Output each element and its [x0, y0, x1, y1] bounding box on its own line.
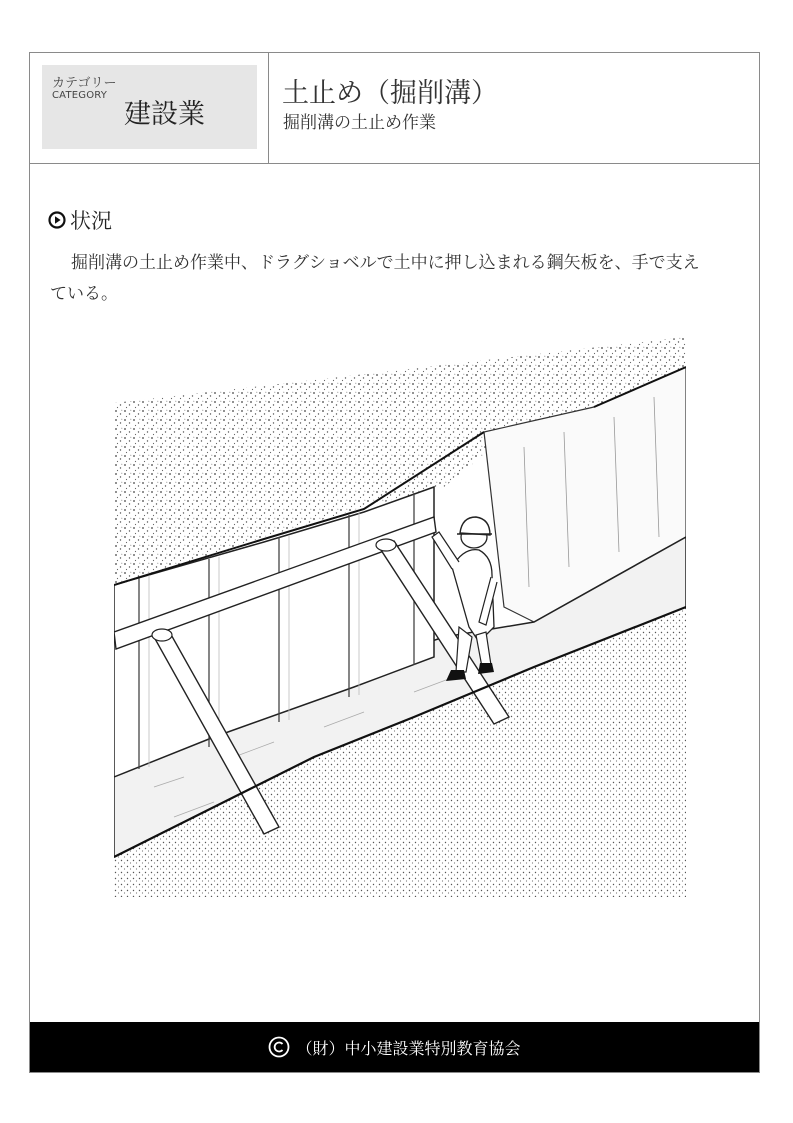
- copyright-icon: [268, 1036, 290, 1058]
- category-cell: [30, 53, 269, 163]
- footer-text: （財）中小建設業特別教育協会: [296, 1038, 521, 1058]
- header: [30, 53, 759, 164]
- page-title: 土止め（掘削溝）: [282, 78, 498, 109]
- section-heading-text: 状況: [70, 209, 112, 233]
- category-value: 建設業: [124, 99, 205, 130]
- play-circle-icon: [48, 211, 66, 229]
- category-label-jp: カテゴリー: [52, 76, 117, 91]
- category-box: [42, 65, 257, 149]
- trench-worker-illustration: [114, 337, 686, 897]
- category-label-en: CATEGORY: [52, 90, 108, 101]
- situation-text: 掘削溝の土止め作業中、ドラグショベルで土中に押し込まれる鋼矢板を、手で支えている。: [50, 253, 700, 304]
- section-heading: [48, 205, 112, 235]
- page-frame: [29, 52, 760, 1073]
- footer: [30, 1022, 759, 1072]
- page-subtitle: 掘削溝の土止め作業: [283, 113, 436, 133]
